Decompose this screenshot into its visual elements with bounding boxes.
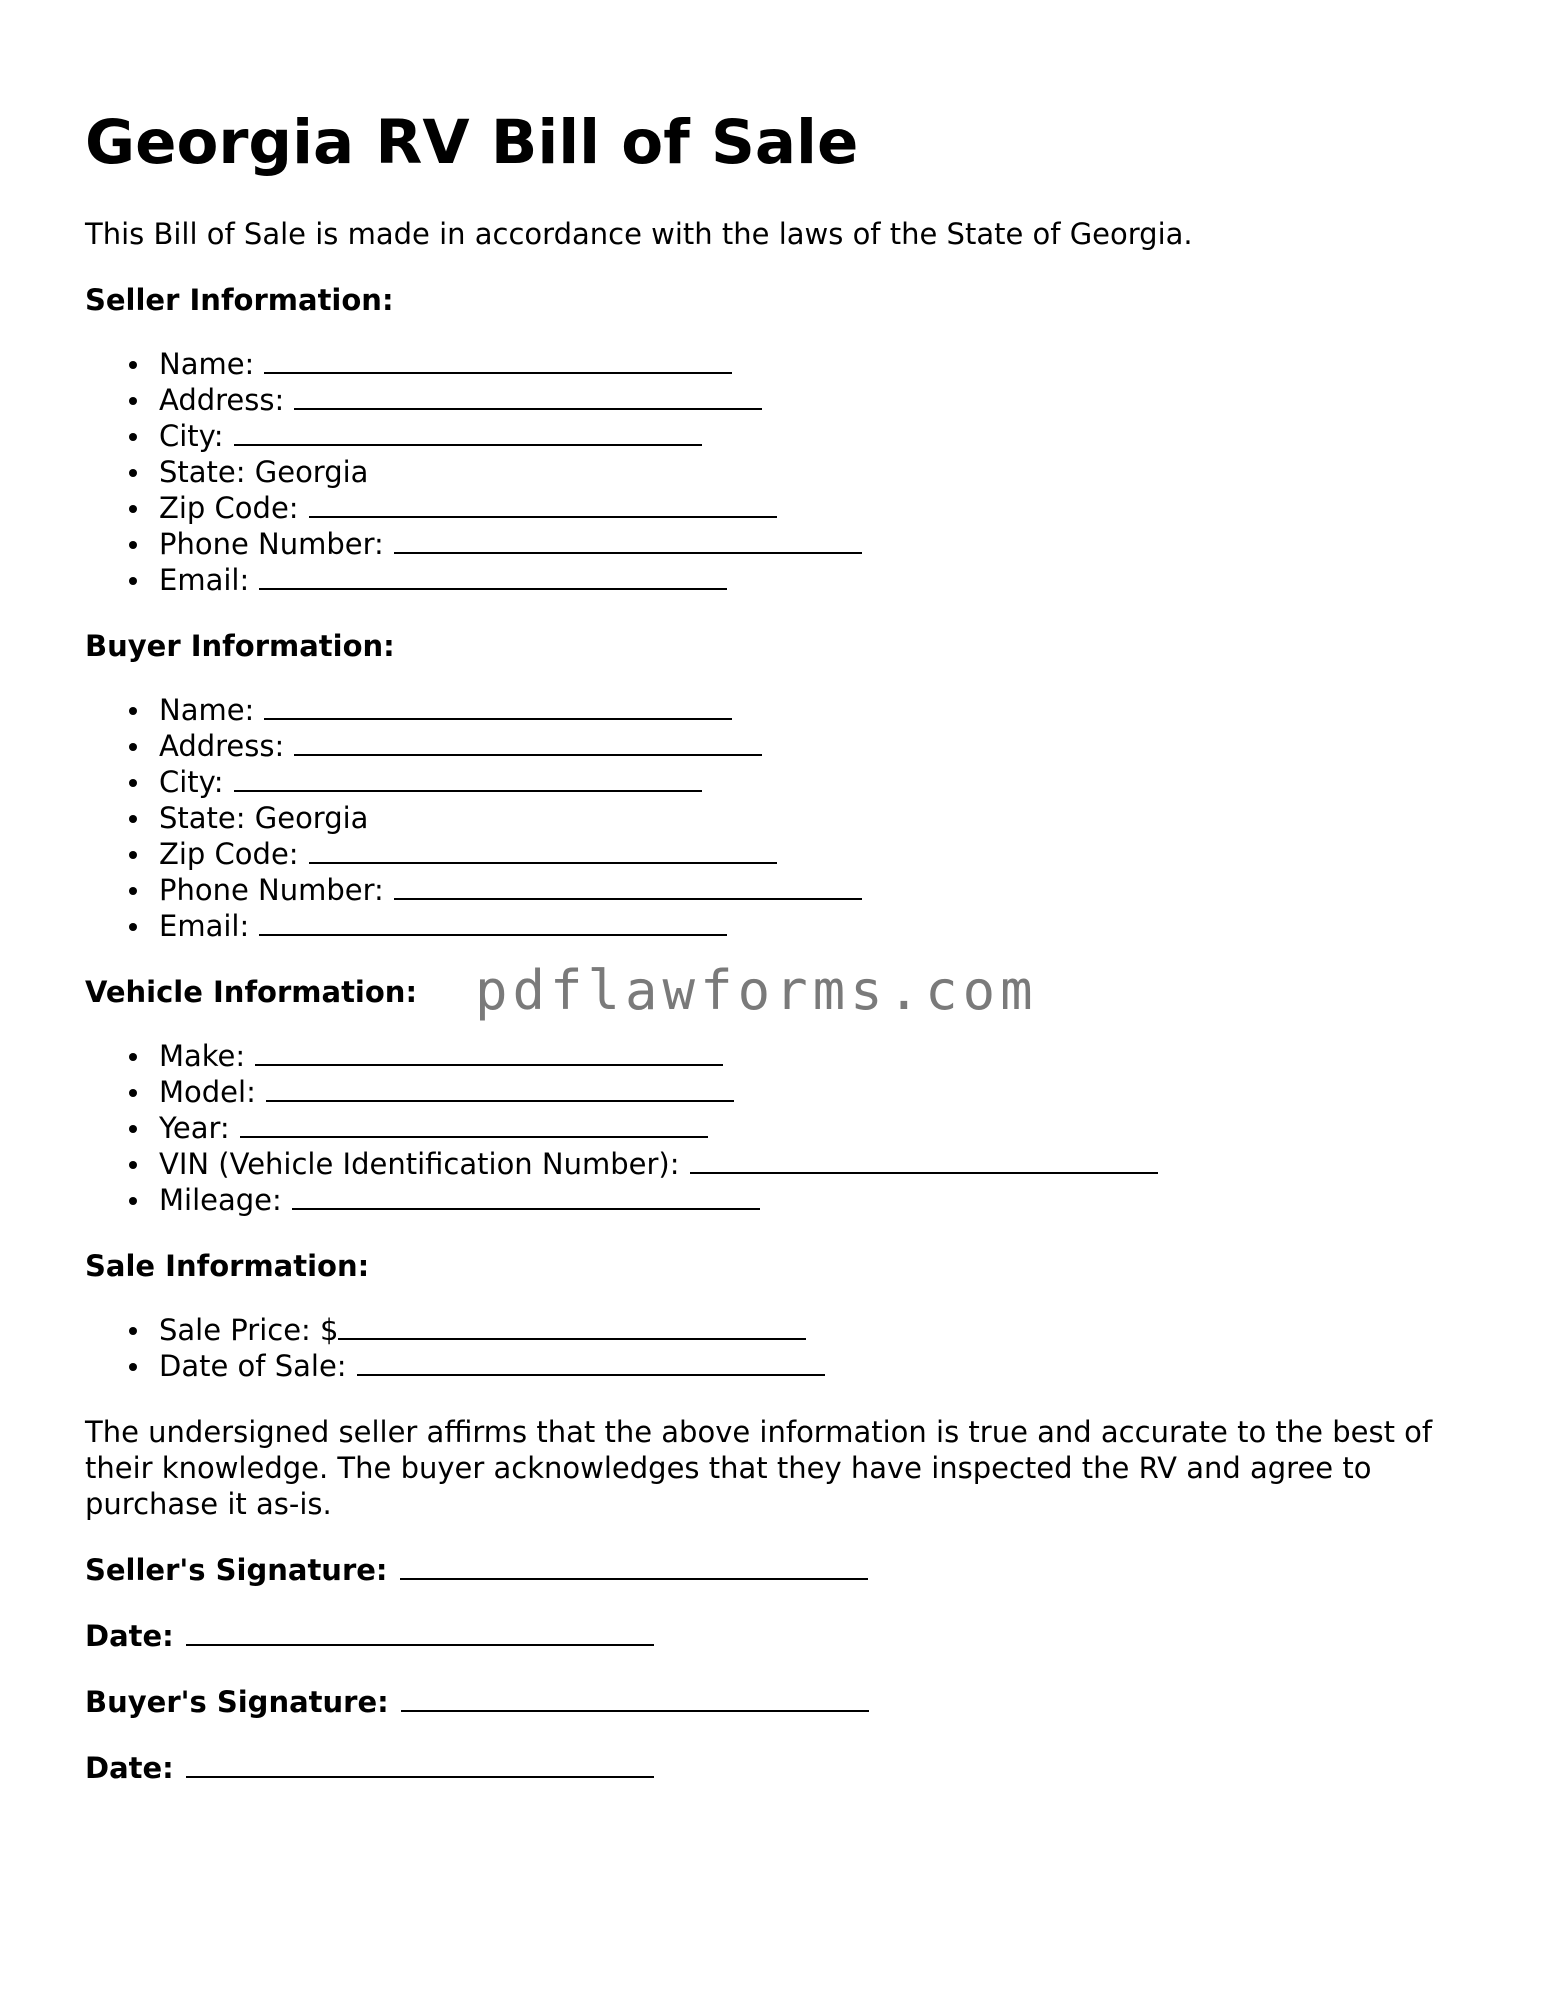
seller-email-item <box>85 562 1465 598</box>
vehicle-field-list <box>85 1038 1465 1218</box>
affirmation-paragraph: The undersigned seller affirms that the above information is true and accurate to the best of their knowledge. The buyer acknowledges that they have inspected the RV and agree to purchase it as-is. <box>85 1415 1433 1521</box>
vehicle-make-item <box>85 1038 1465 1074</box>
sale-price-label: Sale Price: $ <box>159 1313 339 1347</box>
vehicle-model-field[interactable] <box>266 1074 734 1102</box>
buyer-name-item <box>85 692 1465 728</box>
buyer-phone-field[interactable] <box>394 872 862 900</box>
buyer-zip-field[interactable] <box>309 836 777 864</box>
vehicle-model-label: Model: <box>159 1075 256 1109</box>
intro-text: This Bill of Sale is made in accordance with the laws of the State of Georgia. <box>85 217 1193 251</box>
buyer-city-label: City: <box>159 765 224 799</box>
buyer-zip-label: Zip Code: <box>159 837 299 871</box>
seller-phone-label: Phone Number: <box>159 527 384 561</box>
seller-signature-field[interactable] <box>400 1552 868 1580</box>
buyer-state-label: State: Georgia <box>159 801 369 835</box>
vehicle-year-field[interactable] <box>240 1110 708 1138</box>
buyer-name-field[interactable] <box>264 692 732 720</box>
seller-phone-field[interactable] <box>394 526 862 554</box>
sale-price-item <box>85 1312 1465 1348</box>
seller-email-label: Email: <box>159 563 250 597</box>
seller-city-item <box>85 418 1465 454</box>
vehicle-mileage-item <box>85 1182 1465 1218</box>
seller-name-label: Name: <box>159 347 255 381</box>
vehicle-make-field[interactable] <box>255 1038 723 1066</box>
vehicle-section-heading: Vehicle Information: <box>85 975 418 1009</box>
buyer-email-item <box>85 908 1465 944</box>
seller-state-label: State: Georgia <box>159 455 369 489</box>
vehicle-vin-field[interactable] <box>690 1146 1158 1174</box>
buyer-phone-item <box>85 872 1465 908</box>
vehicle-make-label: Make: <box>159 1039 246 1073</box>
seller-name-item <box>85 346 1465 382</box>
page-title: Georgia RV Bill of Sale <box>85 107 859 178</box>
sale-field-list <box>85 1312 1465 1384</box>
seller-zip-label: Zip Code: <box>159 491 299 525</box>
buyer-email-label: Email: <box>159 909 250 943</box>
watermark-text: pdflawforms.com <box>475 959 1038 1022</box>
sale-price-field[interactable] <box>338 1312 806 1340</box>
buyer-phone-label: Phone Number: <box>159 873 384 907</box>
vehicle-year-label: Year: <box>159 1111 230 1145</box>
sale-date-field[interactable] <box>357 1348 825 1376</box>
vehicle-model-item <box>85 1074 1465 1110</box>
buyer-field-list <box>85 692 1465 944</box>
seller-city-label: City: <box>159 419 224 453</box>
seller-signature-label: Seller's Signature: <box>85 1553 388 1587</box>
vehicle-mileage-field[interactable] <box>292 1182 760 1210</box>
seller-date-field[interactable] <box>186 1618 654 1646</box>
seller-date-line <box>85 1618 1465 1654</box>
buyer-email-field[interactable] <box>259 908 727 936</box>
buyer-date-field[interactable] <box>186 1750 654 1778</box>
seller-phone-item <box>85 526 1465 562</box>
seller-date-label: Date: <box>85 1619 174 1653</box>
seller-state-item <box>85 454 1465 490</box>
seller-field-list <box>85 346 1465 598</box>
buyer-address-label: Address: <box>159 729 285 763</box>
buyer-signature-field[interactable] <box>401 1684 869 1712</box>
buyer-date-line <box>85 1750 1465 1786</box>
seller-signature-line <box>85 1552 1465 1588</box>
buyer-address-item <box>85 728 1465 764</box>
buyer-section-heading: Buyer Information: <box>85 629 395 663</box>
buyer-zip-item <box>85 836 1465 872</box>
seller-address-item <box>85 382 1465 418</box>
sale-section-heading: Sale Information: <box>85 1249 370 1283</box>
buyer-signature-line <box>85 1684 1465 1720</box>
seller-name-field[interactable] <box>264 346 732 374</box>
vehicle-vin-label: VIN (Vehicle Identification Number): <box>159 1147 680 1181</box>
seller-zip-field[interactable] <box>309 490 777 518</box>
seller-city-field[interactable] <box>234 418 702 446</box>
vehicle-vin-item <box>85 1146 1465 1182</box>
seller-address-label: Address: <box>159 383 285 417</box>
buyer-date-label: Date: <box>85 1751 174 1785</box>
sale-date-item <box>85 1348 1465 1384</box>
seller-address-field[interactable] <box>294 382 762 410</box>
bill-of-sale-document <box>85 100 1465 1786</box>
buyer-state-item <box>85 800 1465 836</box>
vehicle-year-item <box>85 1110 1465 1146</box>
seller-zip-item <box>85 490 1465 526</box>
buyer-name-label: Name: <box>159 693 255 727</box>
buyer-city-item <box>85 764 1465 800</box>
sale-date-label: Date of Sale: <box>159 1349 347 1383</box>
seller-section-heading: Seller Information: <box>85 283 394 317</box>
seller-email-field[interactable] <box>259 562 727 590</box>
buyer-city-field[interactable] <box>234 764 702 792</box>
vehicle-mileage-label: Mileage: <box>159 1183 282 1217</box>
buyer-address-field[interactable] <box>294 728 762 756</box>
buyer-signature-label: Buyer's Signature: <box>85 1685 389 1719</box>
